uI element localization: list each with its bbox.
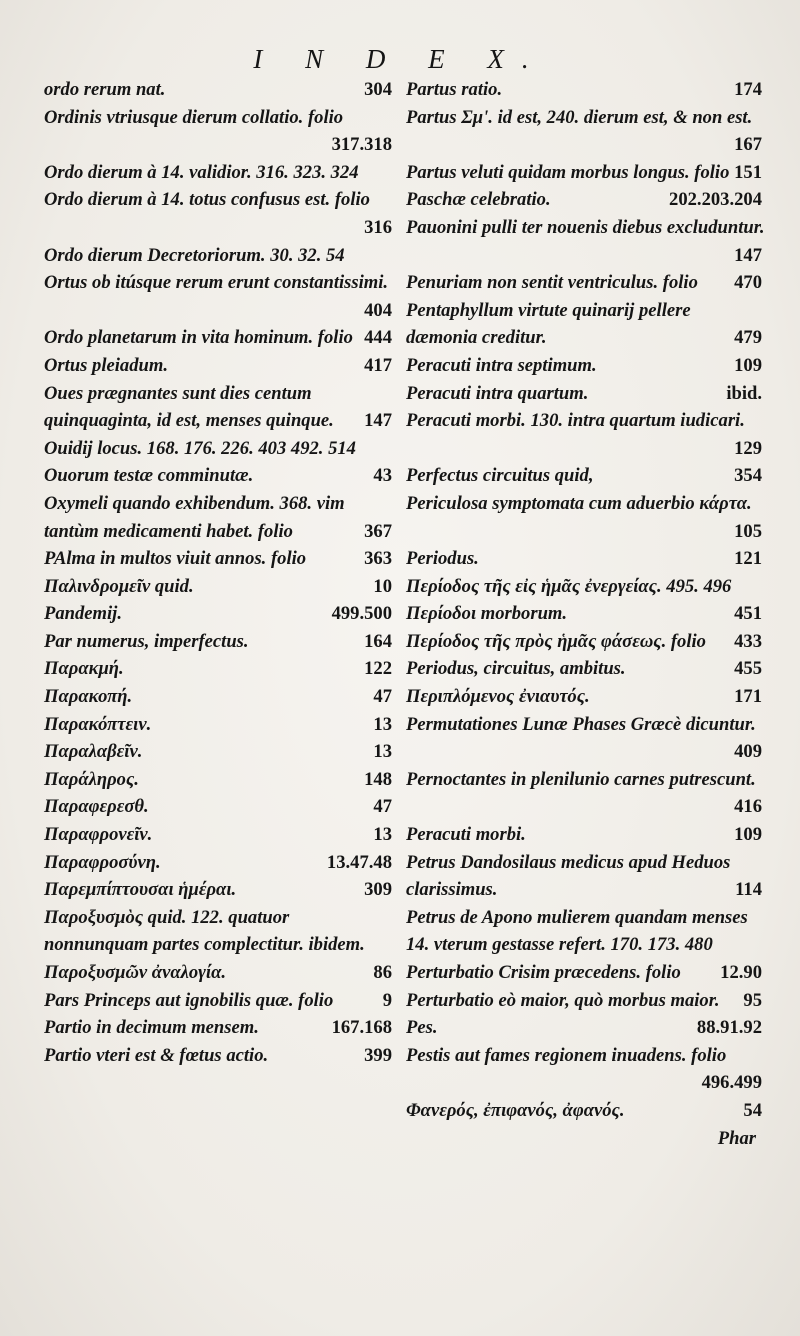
index-entry-page: 451 xyxy=(734,603,762,625)
index-entry-text: Periodus, circuitus, ambitus. xyxy=(406,658,626,680)
index-entry xyxy=(44,683,396,711)
index-entry-page: 417 xyxy=(364,354,392,376)
index-entry-page: 171 xyxy=(734,686,762,708)
index-entry xyxy=(44,435,396,463)
index-entry xyxy=(406,711,766,766)
index-entry xyxy=(406,1042,766,1097)
index-entry-page: 147 xyxy=(364,410,392,432)
index-entry-page: 129 xyxy=(734,437,762,459)
index-entry-page: 86 xyxy=(373,962,392,983)
index-entry xyxy=(406,600,766,628)
index-entry-page: 54 xyxy=(743,1099,762,1121)
index-entry-page: 399 xyxy=(364,1044,392,1066)
index-entry-page: 363 xyxy=(364,548,392,570)
index-entry xyxy=(44,573,396,601)
index-entry-page: 167 xyxy=(734,134,762,156)
index-entry xyxy=(406,987,766,1015)
index-entry-page: 409 xyxy=(734,741,762,763)
index-entry xyxy=(44,793,396,821)
index-entry-page: 121 xyxy=(734,548,762,570)
index-entry xyxy=(406,462,766,490)
index-entry-page: 164 xyxy=(364,630,392,652)
index-entry-page: 496.499 xyxy=(701,1072,762,1094)
index-entry-page: 354 xyxy=(734,465,762,487)
index-entry xyxy=(44,1014,396,1042)
index-entry xyxy=(406,849,766,904)
index-entry-text: Pernoctantes in plenilunio carnes putrescunt. xyxy=(406,768,756,790)
index-entry-page: 444 xyxy=(364,327,392,349)
index-entry-text: Perfectus circuitus quid, xyxy=(406,465,594,487)
index-column-left xyxy=(44,76,396,1069)
index-entry xyxy=(406,214,766,269)
index-entry xyxy=(44,352,396,380)
index-entry-text: ordo rerum nat. xyxy=(44,79,166,100)
index-entry-text: Ordo dierum à 14. totus confusus est. folio xyxy=(44,189,370,211)
index-entry-text: Περίοδος τῆς πρὸς ἡμᾶς φάσεως. folio xyxy=(406,630,706,652)
index-entry-text: Ordo planetarum in vita hominum. folio xyxy=(44,327,353,349)
index-entry-page: 167.168 xyxy=(331,1017,392,1039)
index-entry xyxy=(406,297,766,352)
index-entry-text: Παρακμή. xyxy=(44,658,124,680)
index-entry xyxy=(44,849,396,877)
index-entry xyxy=(44,1042,396,1070)
index-entry-text: Petrus de Apono mulierem quandam menses 14. vterum gestasse refert. 170. 173. 480 xyxy=(406,906,748,956)
index-entry-text: Ortus ob itúsque rerum erunt constantissimi. xyxy=(44,272,389,294)
index-entry-page: 202.203.204 xyxy=(669,189,762,211)
index-entry xyxy=(406,380,766,408)
index-entry-text: Pestis aut fames regionem inuadens. folio xyxy=(406,1044,727,1066)
index-entry xyxy=(44,545,396,573)
index-entry-page: ibid. xyxy=(726,382,762,404)
index-entry xyxy=(406,628,766,656)
index-entry-page: 367 xyxy=(364,520,392,542)
index-entry xyxy=(406,269,766,297)
index-entry-page: 13.47.48 xyxy=(326,851,392,873)
index-entry xyxy=(406,352,766,380)
index-entry-text: Partus ratio. xyxy=(406,79,503,100)
index-entry-text: Pandemij. xyxy=(44,603,122,625)
index-entry-text: Παραφρονεῖν. xyxy=(44,824,153,846)
index-entry xyxy=(406,1014,766,1042)
index-entry xyxy=(44,269,396,324)
index-entry-text: Penuriam non sentit ventriculus. folio xyxy=(406,272,698,294)
index-entry-page: 13 xyxy=(373,824,392,846)
index-entry xyxy=(44,159,396,187)
index-entry xyxy=(44,462,396,490)
index-entry-text: Partus veluti quidam morbus longus. folio xyxy=(406,161,730,183)
index-entry-text: Perturbatio Crisim præcedens. folio xyxy=(406,962,681,983)
index-entry-text: Παρακόπτειν. xyxy=(44,713,152,735)
index-entry-text: Ortus pleiadum. xyxy=(44,354,168,376)
index-entry-page: 470 xyxy=(734,272,762,294)
index-entry xyxy=(44,600,396,628)
index-entry-text: Peracuti morbi. 130. intra quartum iudicari. xyxy=(406,410,745,432)
index-entry xyxy=(44,490,396,545)
index-entry xyxy=(406,573,766,601)
index-entry-page: 13 xyxy=(373,741,392,763)
index-entry xyxy=(406,766,766,821)
index-entry-text: Periculosa symptomata cum aduerbio κάρτα. xyxy=(406,492,752,514)
index-entry-page: 13 xyxy=(373,713,392,735)
index-entry xyxy=(44,711,396,739)
index-entry xyxy=(406,959,766,987)
index-entry xyxy=(44,821,396,849)
index-entry xyxy=(406,76,766,104)
index-entry xyxy=(44,628,396,656)
index-entry-text: Παραφερεσθ. xyxy=(44,796,149,818)
index-entry xyxy=(44,738,396,766)
index-entry xyxy=(406,545,766,573)
index-entry-text: Partus Σμ'. id est, 240. dierum est, & non est. xyxy=(406,106,753,128)
index-entry-page: 499.500 xyxy=(331,603,392,625)
index-entry-text: Ordo dierum à 14. validior. 316. 323. 324 xyxy=(44,161,359,183)
index-entry-text: Φανερός, ἐπιφανός, ἀφανός. xyxy=(406,1099,625,1121)
index-entry-page: 9 xyxy=(382,989,392,1011)
index-entry xyxy=(406,821,766,849)
index-entry-text: Περιπλόμενος ἐνιαυτός. xyxy=(406,686,590,708)
index-entry xyxy=(406,407,766,462)
index-entry-text: Ouorum testæ comminutæ. xyxy=(44,465,254,487)
index-entry-text: Partio vteri est & fœtus actio. xyxy=(44,1044,269,1066)
index-entry-text: Pars Princeps aut ignobilis quæ. folio xyxy=(44,989,334,1011)
index-entry xyxy=(44,104,396,159)
index-entry-page: 114 xyxy=(735,879,762,901)
index-entry xyxy=(44,76,396,104)
index-entry-page: 304 xyxy=(364,79,392,100)
index-entry xyxy=(406,159,766,187)
index-entry-text: Παροξυσμὸς quid. 122. quatuor nonnunquam partes complectitur. ibidem. xyxy=(44,906,365,956)
index-entry xyxy=(406,655,766,683)
index-entry-text: Ordo dierum Decretoriorum. 30. 32. 54 xyxy=(44,244,345,266)
index-entry-page: 479 xyxy=(734,327,762,349)
index-entry-text: Pes. xyxy=(406,1017,438,1039)
index-entry xyxy=(406,490,766,545)
index-entry-page: 122 xyxy=(364,658,392,680)
index-entry-page: 105 xyxy=(734,520,762,542)
index-entry xyxy=(44,380,396,435)
index-entry-text: Petrus Dandosilaus medicus apud Heduos clarissimus. xyxy=(406,851,731,901)
index-entry-page: 151 xyxy=(734,161,762,183)
index-entry-text: Περίοδοι morborum. xyxy=(406,603,568,625)
index-entry-page: 88.91.92 xyxy=(696,1017,762,1039)
index-entry-text: Pauonini pulli ter nouenis diebus excluduntur. xyxy=(406,216,765,238)
index-entry-page: 95 xyxy=(743,989,762,1011)
index-entry-text: Peracuti morbi. xyxy=(406,824,526,846)
index-entry-text: Perturbatio eò maior, quò morbus maior. xyxy=(406,989,720,1011)
index-entry xyxy=(44,324,396,352)
index-entry xyxy=(44,242,396,270)
index-entry xyxy=(406,186,766,214)
catchword: Phar xyxy=(717,1127,756,1149)
index-entry-text: Παρακοπή. xyxy=(44,686,133,708)
index-entry-text: Oxymeli quando exhibendum. 368. vim tantùm medicamenti habet. folio xyxy=(44,492,345,542)
index-entry xyxy=(406,1097,766,1125)
index-entry-text: Partio in decimum mensem. xyxy=(44,1017,259,1039)
index-entry-text: Par numerus, imperfectus. xyxy=(44,630,249,652)
index-entry xyxy=(44,876,396,904)
index-entry-text: Pentaphyllum virtute quinarij pellere dæmonia creditur. xyxy=(406,299,691,349)
index-entry-page: 433 xyxy=(734,630,762,652)
index-entry-text: Παλινδρομεῖν quid. xyxy=(44,575,194,597)
index-entry xyxy=(44,904,396,959)
index-entry-text: Oues prægnantes sunt dies centum quinquaginta, id est, menses quinque. xyxy=(44,382,334,432)
index-entry-text: Περίοδος τῆς εἰς ἡμᾶς ἐνεργείας. 495. 496 xyxy=(406,575,732,597)
running-header: I N D E X. xyxy=(253,44,547,74)
index-column-right xyxy=(406,76,766,1152)
index-entry-page: 47 xyxy=(373,796,392,818)
index-entry-page: 47 xyxy=(373,686,392,708)
index-entry-text: Ordinis vtriusque dierum collatio. folio xyxy=(44,106,344,128)
index-entry-text: PAlma in multos viuit annos. folio xyxy=(44,548,307,570)
index-entry-page: 455 xyxy=(734,658,762,680)
index-entry xyxy=(44,186,396,241)
index-entry-page: 416 xyxy=(734,796,762,818)
index-entry-text: Paschæ celebratio. xyxy=(406,189,551,211)
index-entry-text: Παροξυσμῶν ἀναλογία. xyxy=(44,962,227,983)
index-entry-text: Peracuti intra septimum. xyxy=(406,354,597,376)
index-entry xyxy=(406,104,766,159)
index-entry-page: 43 xyxy=(373,465,392,487)
index-entry-text: Periodus. xyxy=(406,548,479,570)
index-entry-text: Παραλαβεῖν. xyxy=(44,741,143,763)
index-entry-text: Ouidij locus. 168. 176. 226. 403 492. 514 xyxy=(44,437,356,459)
index-entry xyxy=(406,683,766,711)
index-entry-page: 404 xyxy=(364,299,392,321)
index-entry xyxy=(44,959,396,987)
index-entry-page: 10 xyxy=(373,575,392,597)
index-entry-text: Peracuti intra quartum. xyxy=(406,382,589,404)
index-entry-page: 317.318 xyxy=(331,134,392,156)
index-entry-page: 174 xyxy=(734,79,762,100)
index-entry xyxy=(44,655,396,683)
index-entry-page: 12.90 xyxy=(720,962,762,983)
index-entry-text: Παράληρος. xyxy=(44,768,139,790)
index-entry-page: 109 xyxy=(734,824,762,846)
index-entry-page: 148 xyxy=(364,768,392,790)
index-entry-text: Παραφροσύνη. xyxy=(44,851,161,873)
index-entry-text: Παρεμπίπτουσαι ἡμέραι. xyxy=(44,879,237,901)
index-entry xyxy=(44,766,396,794)
index-entry xyxy=(44,987,396,1015)
index-entry-page: 147 xyxy=(734,244,762,266)
index-entry-page: 109 xyxy=(734,354,762,376)
index-entry-page: 309 xyxy=(364,879,392,901)
index-entry xyxy=(406,904,766,959)
index-entry-text: Permutationes Lunæ Phases Græcè dicuntur. xyxy=(406,713,756,735)
index-entry-page: 316 xyxy=(364,216,392,238)
